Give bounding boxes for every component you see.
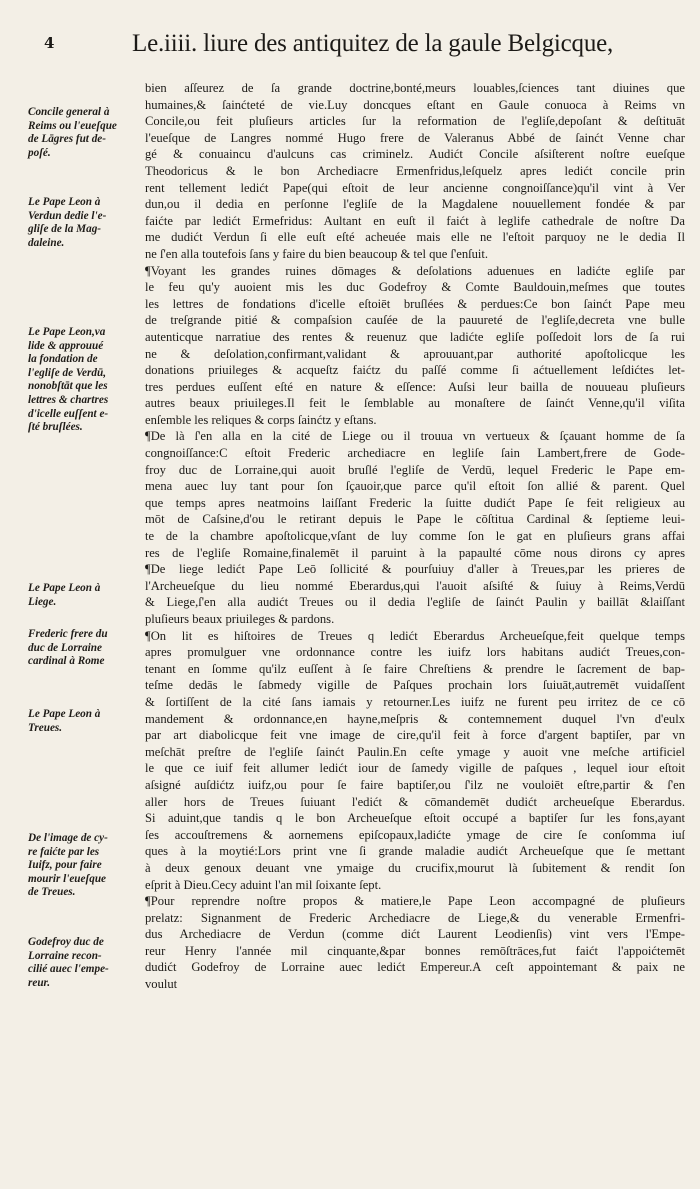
marginal-note-line: Le Pape Leon à: [28, 196, 101, 208]
text-line: prelatz: Signanment de Frederic Archediacre de Liege,& du venerable Ermenfri-: [145, 910, 685, 925]
text-line: le que ce iuif feit allumer ledićt iour de ſamedy vigille de paſques , lequel iour eſtoit: [145, 761, 685, 776]
text-line: que temps apres neatmoins laiſſant Frederic la ſuitte dudićt Pape ſe feit religieux au: [145, 495, 685, 510]
text-line: te de la chambre apoſtolicque,vſant de luy comme ſon le gat en pluſieurs grans affai: [145, 529, 685, 544]
folio-number: 4: [44, 34, 55, 52]
marginal-note: [28, 628, 140, 669]
text-line: reur Henry l'année mil cinquante,&par bonnes remōſtrāces,fut faićt l'appoićtemēt: [145, 943, 685, 958]
marginal-note-line: Le Pape Leon à: [28, 708, 101, 720]
marginal-note-line: Iuifz, pour faire: [28, 859, 102, 872]
text-line: ques à la moytié:Lors print vne ſi grande maladie audićt Archeueſque que ſe mettant: [145, 844, 685, 859]
text-line: ne ſ'en alla toutefois ſans y faire du bien beaucoup & tel que ſ'enſuit.: [145, 246, 489, 261]
text-line: ¶Voyant les grandes ruines dōmages & deſolations aduenues en ladićte egliſe par: [145, 263, 685, 278]
marginal-note: [28, 326, 140, 435]
text-line: apres promulguer vne ordonnance contre les iuifz lors habitans audićt Treues,con-: [145, 645, 685, 660]
text-line: aller hors de Treues ſuiuant l'edićt & cōmandemēt dudićt archeueſque Eberardus.: [145, 794, 685, 809]
text-line: Si aduint,que tandis q le bon Archeueſque eſtoit occupé a baptiſer ſur les fons,ayant: [145, 811, 685, 826]
marginal-note-line: duc de Lorraine: [28, 641, 102, 654]
text-line: pluſieurs beaux priuileges & pardons.: [145, 612, 335, 626]
text-line: l'Archeueſque du lieu nommé Eberardus,qui l'auoit aſsiſté & ſuiuy à Reims,Verdū: [145, 578, 685, 593]
text-line: ¶On lit es hiſtoires de Treues q ledićt Eberardus Archeueſque,feit quelque temps: [145, 628, 685, 643]
marginal-note-line: Godefroy duc de: [28, 936, 104, 948]
text-line: les lettres de fondations d'icelle eſtoiēt bruſlées & perdues:Ce bon ſainćt Pape meu: [145, 296, 685, 311]
marginal-note-line: Lorraine recon-: [28, 949, 102, 962]
text-line: tres perdues euſſent eſté en nature & eſſence: Auſsi leur bailla de nouueau pluſieurs: [145, 379, 685, 394]
text-line: rent tellement ledićt Pape(qui eſtoit de leur ancienne congnoiſſance)qu'il vint à Ver: [145, 180, 685, 195]
text-line: donations priuileges & acqueſtz faićtz du paſſé comme ſi aćtuellement leſdićtes let-: [145, 363, 685, 378]
text-line: ſes accouſtremens & aornemens epiſcopaux,ladićte ymage de cire ſe conſomma iuſ: [145, 827, 685, 842]
text-line: à deux genoux deuant vne ymaige du crucifix,mourut là ſubitement & rendit ſon: [145, 860, 685, 875]
text-line: dudićt Godefroy de Lorraine auec ledićt Empereur.A ceſt appointemant & paix ne: [145, 960, 685, 975]
text-line: humaines,& ſainćteté de vie.Luy doncques eſtant en Gaule conuoca à Reims vn: [145, 97, 685, 112]
text-line: res de l'egliſe Romaine,finalemēt il paruint à la papaulté cōme nous dirons cy apres: [145, 545, 685, 560]
marginal-note-line: cilié auec l'empe-: [28, 963, 109, 976]
text-line: autres beaux priuileges.Il feit le ſemblable au monaſtere de ſainćt Venne,qu'il viſita: [145, 396, 685, 411]
text-line: gé & conuaincu d'aulcuns cas criminelz. Audićt Concile aſsiſterent noſtre eueſque: [145, 147, 685, 162]
marginal-note-line: Concile general à: [28, 106, 110, 118]
text-line: voulut: [145, 977, 178, 992]
marginal-note-line: lettres & chartres: [28, 393, 109, 406]
text-line: dus Archediacre de Verdun (comme dićt Laurent Leodienſis) vint vers l'Empe-: [145, 927, 685, 942]
text-line: de treſgrande pitié & compaſsion cauſée de la pauureté de l'egliſe,decreta vne bulle: [145, 313, 685, 328]
text-line: froy duc de Lorraine,qui auoit bruſlé l'egliſe de Verdū, lequel Frederic le Pape em-: [145, 462, 685, 477]
marginal-note-line: daleine.: [28, 236, 65, 249]
main-text: [145, 80, 685, 993]
text-line: ne & deſolation,confirmant,validant & aprouuant,par authorité apoſtolicque les: [145, 346, 685, 361]
marginal-note-line: ſté bruſlées.: [28, 421, 83, 434]
marginal-note-line: Liege.: [28, 595, 57, 608]
text-line: congnoiſſance:C eſtoit Frederic archediacre en legliſe ſain Lambert,frere de Gode-: [145, 446, 685, 461]
marginal-note: [28, 832, 140, 900]
text-line: mandement & ordonnance,en hayne,meſpris & contemnement duquel l'vn d'eulx: [145, 711, 685, 726]
marginal-note-line: nonobſtāt que les: [28, 380, 108, 393]
marginal-note-line: Le Pape Leon,va: [28, 326, 106, 338]
text-line: autenticque narratiue des rentes & reuenuz que ladićte egliſe poſſedoit lors de ſa rui: [145, 329, 685, 344]
text-line: par art diabolicque feit vne image de cire,qu'il feit à force d'argent baptiſer, par vn: [145, 728, 685, 743]
text-line: & ſortiſſent de la cité ſans iamais y retourner.Les iuifz ne furent peu irritez de ce cō: [145, 694, 685, 709]
marginal-note-line: cardinal à Rome: [28, 655, 105, 668]
text-line: enſemble les reliques & corps ſainćtz y eſtans.: [145, 412, 377, 427]
marginal-note-line: reur.: [28, 976, 51, 989]
marginal-note-line: Le Pape Leon à: [28, 582, 101, 594]
text-line: mena auec luy tant pour ſon ſçauoir,que parce qu'il eſtoit ſon allié & parent. Quel: [145, 479, 685, 494]
text-line: faićte par ledićt Ermefridus: Aultant en euſt il faićt à leglife cathedrale de noſtre Da: [145, 213, 685, 228]
text-line: Theodoricus & le bon Archediacre Ermenfridus,leſquelz apres ledićt concile prin: [145, 163, 685, 178]
text-line: l'eueſque de Langres nommé Hugo frere de Valeranus Abbé de ſainćt Venne char: [145, 130, 685, 145]
text-line: me dudićt Verdun ſi elle euſt eſté acheuée mais elle ne l'eſtoit parquoy ne le dedia Il: [145, 230, 685, 245]
text-line: ¶De liege ledićt Pape Leō ſollicité & pourſuiuy d'aller à Treues,par les prieres de: [145, 562, 685, 577]
text-line: ¶De là ſ'en alla en la cité de Liege ou il trouua vn vertueux & ſçauant homme de ſa: [145, 429, 685, 444]
text-line: mōt de Caſsine,d'ou le retirant depuis le Pape le cōſtitua Cardinal & ſeptieme leui-: [145, 512, 685, 527]
marginal-note-line: Verdun dedie l'e-: [28, 209, 107, 222]
marginal-note: [28, 196, 140, 250]
marginal-note: [28, 582, 140, 609]
marginal-note-line: re faićte par les: [28, 845, 100, 858]
text-line: le feu qu'y auoient mis les duc Godefroy & Comte Bauldouin,meſmes que toutes: [145, 280, 685, 295]
text-line: aſsigné auſdićtz iuifz,ou pour ſe faire baptiſer,ou ſ'ilz ne vouloiēt eſtre,partir & ſ'en: [145, 777, 685, 792]
marginal-note: [28, 708, 140, 735]
marginal-note-line: Treues.: [28, 721, 63, 734]
marginal-note-line: d'icelle euſſent e-: [28, 407, 109, 420]
running-head: Le.iiii. liure des antiquitez de la gaule Belgicque,: [132, 30, 614, 57]
text-line: Concile,ou feit pluſieurs articles ſur la reformation de l'egliſe,depoſant & deſtituāt: [145, 114, 685, 129]
marginal-note: [28, 106, 140, 160]
text-line: & Liege,ſ'en alla audićt Treues ou il dedia l'egliſe de ſainćt Paulin y baillāt &laiſſant: [145, 595, 685, 610]
marginal-note-line: lide & approuué: [28, 339, 104, 352]
marginal-note: [28, 936, 140, 990]
marginal-note-line: de Lāgres fut de-: [28, 133, 106, 146]
marginal-note-line: poſé.: [28, 146, 51, 159]
text-line: dun,ou il dedia en perſonne l'egliſe de la Magdalene nouuellement fondée & par: [145, 197, 685, 212]
text-line: bien aſſeurez de ſa grande doctrine,bonté,meurs louables,ſciences tant diuines que: [145, 81, 685, 95]
text-line: meſchāt preſtre de l'egliſe ſainćt Paulin.En ceſte ymage y auoit vne meſche artificiel: [145, 744, 685, 759]
marginal-note-line: De l'image de cy-: [28, 832, 108, 844]
marginal-note-line: mourir l'eueſque: [28, 872, 107, 885]
marginal-note-line: Frederic frere du: [28, 628, 108, 640]
marginal-note-line: gliſe de la Mag-: [28, 223, 102, 236]
text-line: ¶Pour reprendre noſtre propos & matiere,le Pape Leon accompagné de pluſieurs: [145, 894, 685, 909]
text-line: tenant en ſomme qu'ilz euſſent à ſe faire Chreſtiens & prendre le ſacrement de bap-: [145, 661, 685, 676]
text-line: teſme dedās le ſabmedy vigille de Paſques prochain lors ſuiuāt,autremēt vuidaſſent: [145, 678, 685, 693]
marginal-note-line: Reims ou l'eueſque: [28, 119, 117, 132]
text-line: eſprit à Dieu.Cecy aduint l'an mil ſoixante ſept.: [145, 877, 382, 892]
marginal-note-line: l'egliſe de Verdū,: [28, 366, 106, 379]
marginal-note-line: la fondation de: [28, 353, 98, 366]
marginal-note-line: de Treues.: [28, 886, 76, 899]
